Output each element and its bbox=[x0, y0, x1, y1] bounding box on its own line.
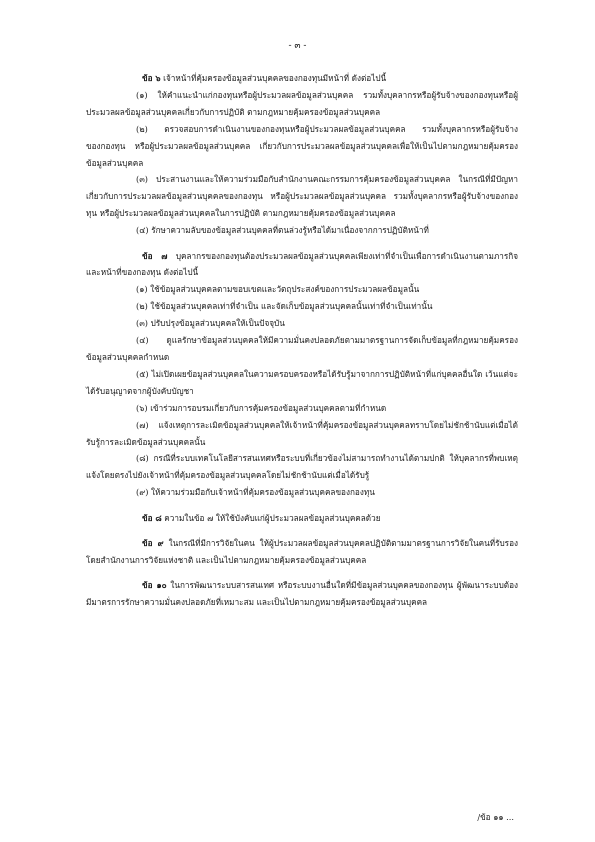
section-7-item-8: (๘) กรณีที่ระบบเทคโนโลยีสารสนเทศหรือระบบที่เกี่ยวข้องไม่สามารถทำงานได้ตามปกติ ให้บุคลากรที่พบเหตุแจ้งโดยตรงไปยังเจ้าหน้าที่คุ้มครองข้อมูลส่วนบุคคลโดยไม่ชักช้านับแต่เมื่อได้รับรู้ bbox=[86, 453, 518, 481]
section-7 bbox=[86, 248, 518, 282]
section-9-heading: ข้อ ๙ bbox=[142, 538, 164, 549]
page-number: - ๓ - bbox=[288, 41, 307, 51]
section-7-item-9: (๙) ให้ความร่วมมือกับเจ้าหน้าที่คุ้มครองข้อมูลส่วนบุคคลของกองทุน bbox=[136, 487, 375, 498]
section-7-item-3: (๓) ปรับปรุงข้อมูลส่วนบุคคลให้เป็นปัจจุบัน bbox=[136, 318, 285, 329]
section-7-item-6: (๖) เข้าร่วมการอบรมเกี่ยวกับการคุ้มครองข้อมูลส่วนบุคคลตามที่กำหนด bbox=[136, 402, 387, 413]
section-7-item-1: (๑) ใช้ข้อมูลส่วนบุคคลตามขอบเขตและวัตถุประสงค์ของการประมวลผลข้อมูลนั้น bbox=[136, 284, 420, 295]
section-6-item-4: (๔) รักษาความลับของข้อมูลส่วนบุคคลที่ตนล่วงรู้หรือได้มาเนื่องจากการปฏิบัติหน้าที่ bbox=[136, 225, 429, 236]
section-9 bbox=[86, 535, 518, 569]
section-7-item-7: (๗) แจ้งเหตุการละเมิดข้อมูลส่วนบุคคลให้เจ้าหน้าที่คุ้มครองข้อมูลส่วนบุคคลทราบโดยไม่ชักช้านับแต่เมื่อได้รับรู้การละเมิดข้อมูลส่วนบุคคลนั้น bbox=[86, 419, 518, 447]
section-6-item-3: (๓) ประสานงานและให้ความร่วมมือกับสำนักงานคณะกรรมการคุ้มครองข้อมูลส่วนบุคคล ในกรณีที่มีปัญหาเกี่ยวกับการประมวลผลข้อมูลส่วนบุคคลของกองทุน หรือผู้ประมวลผลข้อมูลส่วนบุคคล รวมทั้งบุคลากรหรือผู้รับจ้างของกองทุน หรือผู้ประมวลผลข้อมูลส่วนบุคคลในการปฏิบัติ ตามกฎหมายคุ้มครองข้อมูลส่วนบุคคล bbox=[86, 174, 518, 219]
section-10-text: ในการพัฒนาระบบสารสนเทศ หรือระบบงานอื่นใดที่มีข้อมูลส่วนบุคคลของกองทุน ผู้พัฒนาระบบต้องมีมาตรการรักษาความมั่นคงปลอดภัยที่เหมาะสม และเป็นไปตามกฎหมายคุ้มครองข้อมูลส่วนบุคคล bbox=[86, 580, 519, 608]
section-7-item-4: (๔) ดูแลรักษาข้อมูลส่วนบุคคลให้มีความมั่นคงปลอดภัยตามมาตรฐานการจัดเก็บข้อมูลที่กฎหมายคุ้มครองข้อมูลส่วนบุคคลกำหนด bbox=[86, 335, 518, 362]
document-body bbox=[86, 70, 518, 611]
section-8-heading: ข้อ ๘ bbox=[142, 512, 162, 523]
section-7-text: บุคลากรของกองทุนต้องประมวลผลข้อมูลส่วนบุคคลเพียงเท่าที่จำเป็นเพื่อการดำเนินงานตามภารกิจและหน้าที่ของกองทุน ดังต่อไปนี้ bbox=[86, 250, 518, 278]
section-8 bbox=[86, 510, 518, 527]
section-7-item-2: (๒) ใช้ข้อมูลส่วนบุคคลเท่าที่จำเป็น และจัดเก็บข้อมูลส่วนบุคคลนั้นเท่าที่จำเป็นเท่านั้น bbox=[136, 301, 433, 312]
section-10 bbox=[86, 577, 518, 611]
section-6-item-2: (๒) ตรวจสอบการดำเนินงานของกองทุนหรือผู้ประมวลผลข้อมูลส่วนบุคคล รวมทั้งบุคลากรหรือผู้รับจ้างของกองทุน หรือผู้ประมวลผลข้อมูลส่วนบุคคล เกี่ยวกับการประมวลผลข้อมูลส่วนบุคคลเพื่อให้เป็นไปตามกฎหมายคุ้มครองข้อมูลส่วนบุคคล bbox=[86, 123, 518, 168]
section-9-text: ในกรณีที่มีการวิจัยในคน ให้ผู้ประมวลผลข้อมูลส่วนบุคคลปฏิบัติตามมาตรฐานการวิจัยในคนที่รับรองโดยสำนักงานการวิจัยแห่งชาติ และเป็นไปตามกฎหมายคุ้มครองข้อมูลส่วนบุคคล bbox=[86, 538, 518, 565]
section-7-item-5: (๕) ไม่เปิดเผยข้อมูลส่วนบุคคลในความครอบครองหรือได้รับรู้มาจากการปฏิบัติหน้าที่แก่บุคคลอื่นใด เว้นแต่จะได้รับอนุญาตจากผู้บังคับบัญชา bbox=[86, 368, 518, 396]
section-6 bbox=[86, 70, 518, 87]
section-6-item-1: (๑) ให้คำแนะนำแก่กองทุนหรือผู้ประมวลผลข้อมูลส่วนบุคคล รวมทั้งบุคลากรหรือผู้รับจ้างของกองทุนหรือผู้ประมวลผลข้อมูลส่วนบุคคลเกี่ยวกับการปฏิบัติ ตามกฎหมายคุ้มครองข้อมูลส่วนบุคคล bbox=[86, 89, 518, 117]
next-page-reference: /ข้อ ๑๑ ... bbox=[477, 812, 514, 822]
section-6-heading: ข้อ ๖ bbox=[142, 73, 161, 83]
section-8-text: ความในข้อ ๗ ให้ใช้บังคับแก่ผู้ประมวลผลข้อมูลส่วนบุคคลด้วย bbox=[164, 512, 381, 523]
section-10-heading: ข้อ ๑๐ bbox=[142, 580, 167, 591]
section-6-text: เจ้าหน้าที่คุ้มครองข้อมูลส่วนบุคคลของกองทุนมีหน้าที่ ดังต่อไปนี้ bbox=[163, 73, 387, 83]
section-7-heading: ข้อ ๗ bbox=[142, 250, 168, 261]
